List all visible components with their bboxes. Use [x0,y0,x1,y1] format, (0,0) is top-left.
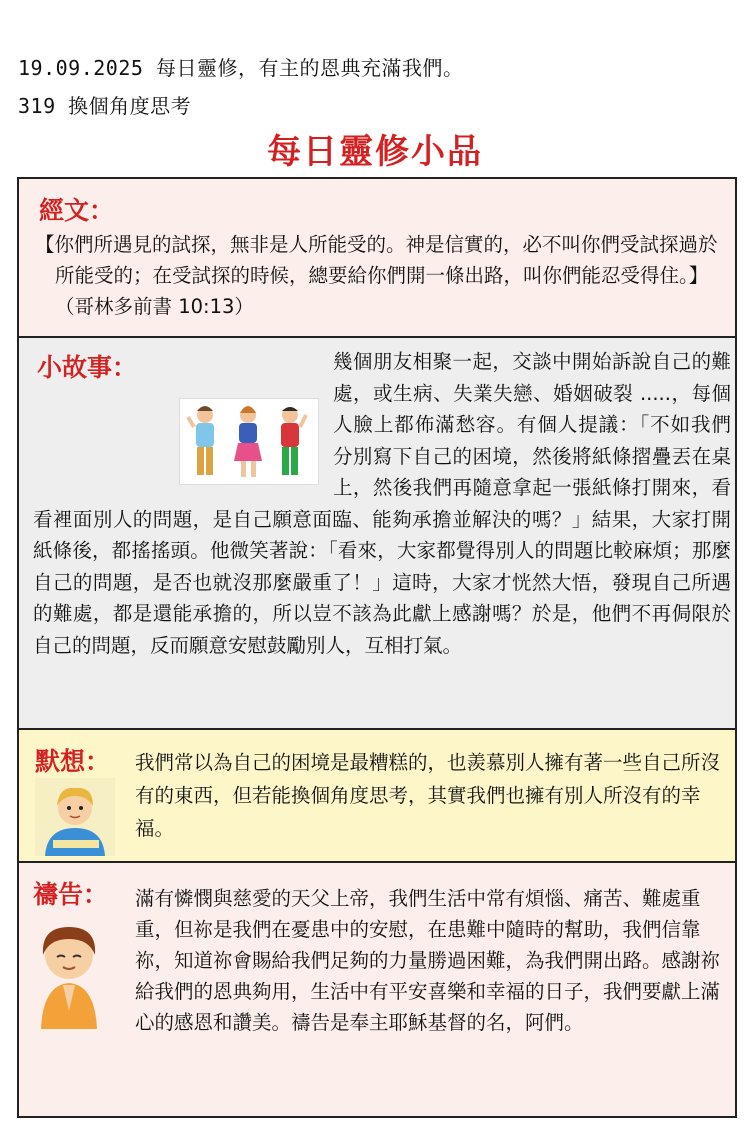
scripture-section [19,179,735,338]
story-heading: 小故事： [37,353,138,382]
meditation-section [19,730,735,863]
meditation-heading: 默想： [35,747,111,776]
prayer-text: 滿有憐憫與慈愛的天父上帝，我們生活中常有煩惱、痛苦、難處重重，但祢是我們在憂患中的安慰，在患難中隨時的幫助，我們信靠祢，知道祢會賜給我們足夠的力量勝過困難，為我們開出路。感謝祢給我們的恩典夠用，生活中有平安喜樂和幸福的日子，我們要獻上滿心的感恩和讚美。禱告是奉主耶穌基督的名，阿們。 [135,887,721,1034]
page-title: 每日靈修小品 [267,132,483,172]
prayer-heading: 禱告： [33,880,109,909]
scripture-heading: 經文： [39,196,115,225]
devotion-number-title: 319 換個角度思考 [18,94,192,118]
prayer-section [19,863,735,1116]
worried-people-illustration [179,398,319,485]
scripture-text: 【你們所遇見的試探，無非是人所能受的。神是信實的，必不叫你們受試探過於所能受的；在受試探的時候，總要給你們開一條出路，叫你們能忍受得住。】（哥林多前書 10:13） [35,233,718,318]
story-text: 幾個朋友相聚一起，交談中開始訴說自己的難處，或生病、失業失戀、婚姻破裂 .....，每個人臉上都佈滿愁容。有個人提議：「不如我們分別寫下自己的困境，然後將紙條摺疊丟在桌上，然後我們再隨意拿起一張紙條打開來，看看裡面別人的問題，是自己願意面臨、能夠承擔並解決的嗎？」結果，大家打開紙條後，都搖搖頭。他微笑著說：「看來，大家都覺得別人的問題比較麻煩；那麼自己的問題，是否也就沒那麼嚴重了！」這時，大家才恍然大悟，發現自己所遇的難處，都是還能承擔的，所以豈不該為此獻上感謝嗎？於是，他們不再侷限於自己的問題，反而願意安慰鼓勵別人，互相打氣。 [33,350,731,657]
devotion-sheet [17,177,737,1118]
meditation-text: 我們常以為自己的困境是最糟糕的，也羨慕別人擁有著一些自己所沒有的東西，但若能換個角度思考，其實我們也擁有別人所沒有的幸福。 [135,751,721,840]
worried-people-icon [180,399,318,484]
thinking-child-icon [35,778,115,856]
story-body [33,346,731,661]
date-line: 19.09.2025 每日靈修，有主的恩典充滿我們。 [18,56,464,80]
praying-child-icon [27,919,111,1029]
story-section [19,338,735,730]
